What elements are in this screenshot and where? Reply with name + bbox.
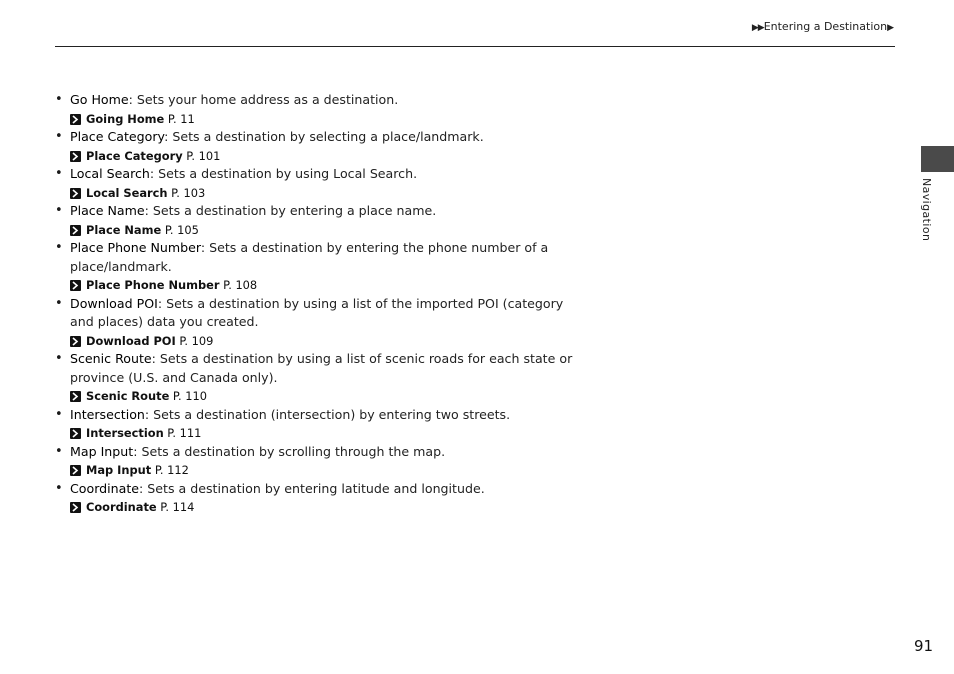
bullet-icon: • <box>55 203 63 218</box>
reference-arrow-icon <box>70 465 81 476</box>
reference-title: Going Home <box>86 111 165 126</box>
cross-reference-link[interactable] <box>70 221 575 240</box>
cross-reference-link[interactable] <box>70 276 575 295</box>
item-term: Intersection <box>70 406 145 422</box>
reference-page: P. 114 <box>156 500 195 514</box>
list-item <box>55 480 575 517</box>
item-desc-text: : Sets a destination by scrolling through the map. <box>133 443 446 459</box>
cross-reference-link[interactable] <box>70 461 575 480</box>
reference-title: Download POI <box>86 333 176 348</box>
reference-title: Place Name <box>86 222 162 237</box>
reference-arrow-icon <box>70 280 81 291</box>
reference-arrow-icon <box>70 391 81 402</box>
page-header <box>55 18 895 47</box>
list-item <box>55 128 575 165</box>
bullet-icon: • <box>55 406 63 422</box>
page-number: 91 <box>914 637 934 655</box>
item-desc-text: : Sets a destination by entering the phone number of a place/landmark. <box>70 240 549 274</box>
list-item <box>55 350 575 406</box>
cross-reference-link[interactable] <box>70 498 575 517</box>
item-term: Local Search <box>70 166 150 181</box>
item-description <box>70 350 575 387</box>
reference-title: Place Category <box>86 148 183 163</box>
cross-reference-link[interactable] <box>70 184 575 203</box>
item-desc-text: : Sets a destination by using Local Search. <box>149 166 418 181</box>
item-term: Coordinate <box>70 480 140 496</box>
reference-page: P. 103 <box>167 185 206 200</box>
bullet-icon: • <box>55 443 63 459</box>
list-item <box>55 295 575 351</box>
reference-arrow-icon <box>70 225 81 236</box>
reference-title: Place Phone Number <box>86 278 220 292</box>
triangle-icon: ▶ <box>887 23 893 33</box>
section-label: Navigation <box>920 178 933 242</box>
reference-page: P. 112 <box>151 463 189 477</box>
item-description <box>70 239 575 276</box>
bullet-icon: • <box>55 240 63 255</box>
reference-page: P. 109 <box>175 333 214 348</box>
reference-page: P. 111 <box>163 426 202 440</box>
item-description <box>70 480 575 499</box>
bullet-icon: • <box>55 295 63 311</box>
list-item <box>55 202 575 239</box>
list-item <box>55 165 575 202</box>
item-description <box>70 202 575 221</box>
bullet-icon: • <box>55 480 63 496</box>
bullet-icon: • <box>55 92 63 107</box>
item-description <box>70 91 575 110</box>
double-triangle-icon: ▶▶ <box>751 23 764 33</box>
reference-title: Local Search <box>86 185 168 200</box>
reference-page: P. 110 <box>169 389 207 403</box>
item-desc-text: : Sets a destination by entering a place name. <box>144 203 437 218</box>
reference-page: P. 105 <box>161 222 199 237</box>
item-description <box>70 128 575 147</box>
item-term: Place Phone Number <box>70 240 201 255</box>
item-desc-text: : Sets your home address as a destination. <box>128 92 399 107</box>
list-item <box>55 406 575 443</box>
item-desc-text: : Sets a destination (intersection) by entering two streets. <box>144 406 511 422</box>
bullet-icon: • <box>55 129 63 144</box>
reference-arrow-icon <box>70 151 81 162</box>
reference-arrow-icon <box>70 428 81 439</box>
list-item <box>55 443 575 480</box>
item-term: Place Category <box>70 129 165 144</box>
reference-title: Map Input <box>86 463 152 477</box>
reference-arrow-icon <box>70 188 81 199</box>
destination-list <box>55 91 575 517</box>
reference-arrow-icon <box>70 502 81 513</box>
cross-reference-link[interactable] <box>70 424 575 443</box>
item-description <box>70 406 575 425</box>
cross-reference-link[interactable] <box>70 387 575 406</box>
reference-arrow-icon <box>70 114 81 125</box>
reference-page: P. 11 <box>164 111 195 126</box>
bullet-icon: • <box>55 166 63 181</box>
breadcrumb-text[interactable]: Entering a Destination <box>763 20 888 33</box>
breadcrumb <box>752 20 893 33</box>
item-description <box>70 165 575 184</box>
item-term: Scenic Route <box>70 351 152 366</box>
reference-page: P. 101 <box>182 148 221 163</box>
cross-reference-link[interactable] <box>70 332 575 351</box>
list-item <box>55 91 575 128</box>
item-term: Place Name <box>70 203 145 218</box>
bullet-icon: • <box>55 351 63 366</box>
item-term: Map Input <box>70 443 134 459</box>
item-desc-text: : Sets a destination by using a list of scenic roads for each state or province (U.S. and Canada only). <box>70 351 573 385</box>
cross-reference-link[interactable] <box>70 147 575 166</box>
reference-title: Coordinate <box>86 500 157 514</box>
section-tab-marker <box>921 146 954 172</box>
item-term: Download POI <box>70 295 158 311</box>
reference-page: P. 108 <box>219 278 258 292</box>
reference-arrow-icon <box>70 336 81 347</box>
cross-reference-link[interactable] <box>70 110 575 129</box>
item-desc-text: : Sets a destination by using a list of the imported POI (category and places) data you created. <box>70 295 564 329</box>
reference-title: Scenic Route <box>86 389 170 403</box>
item-term: Go Home <box>70 92 129 107</box>
item-description <box>70 443 575 462</box>
reference-title: Intersection <box>86 426 164 440</box>
item-desc-text: : Sets a destination by selecting a place/landmark. <box>164 129 484 144</box>
item-description <box>70 295 575 332</box>
item-desc-text: : Sets a destination by entering latitude and longitude. <box>139 480 485 496</box>
list-item <box>55 239 575 295</box>
